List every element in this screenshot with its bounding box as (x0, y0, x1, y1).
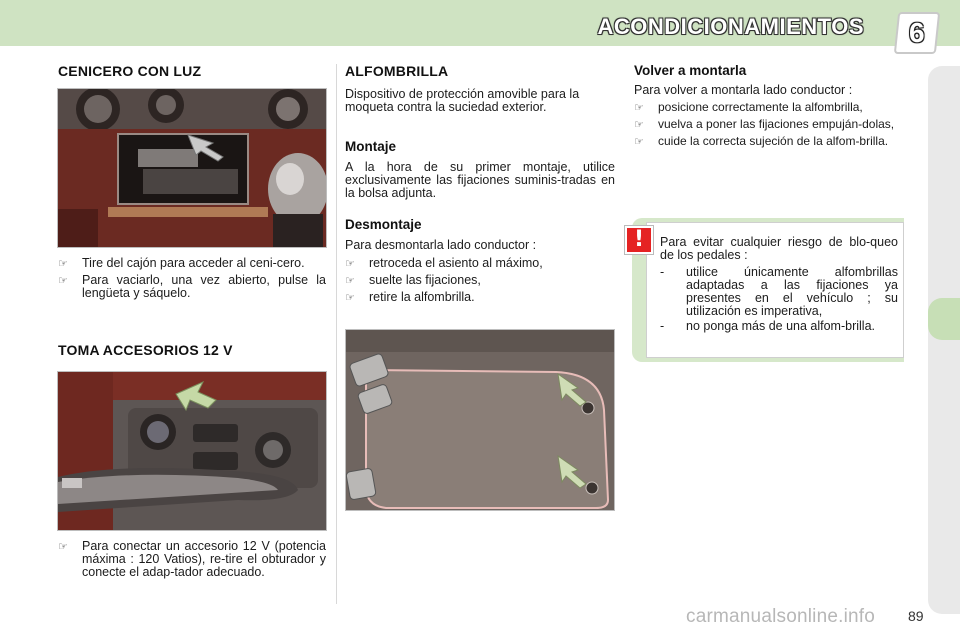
unmount-title: Desmontaje (345, 217, 422, 232)
list-item: ☞ retire la alfombrilla. (345, 290, 475, 304)
pointing-hand-icon: ☞ (345, 274, 355, 287)
pointing-hand-icon: ☞ (634, 135, 644, 148)
pointing-hand-icon: ☞ (634, 118, 644, 131)
unmount-intro: Para desmontarla lado conductor : (345, 238, 537, 252)
side-tab-marker (928, 298, 960, 340)
mount-text: A la hora de su primer montaje, utilice exclusivamente las fijaciones suminis-tradas en la bolsa adjunta. (345, 160, 615, 200)
list-item: ☞ vuelva a poner las fijaciones empuján-dolas, (634, 117, 895, 131)
remount-steps (634, 101, 910, 152)
pointing-hand-icon: ☞ (634, 101, 644, 114)
warning-text (660, 236, 898, 335)
warning-list (660, 266, 898, 333)
socket-title: TOMA ACCESORIOS 12 V (58, 342, 233, 358)
mat-title: ALFOMBRILLA (345, 63, 449, 79)
unmount-steps (345, 257, 615, 308)
side-tab (928, 66, 960, 614)
socket-instructions (58, 540, 326, 583)
pointing-hand-icon: ☞ (58, 274, 68, 287)
exclamation-icon: ! (625, 226, 653, 254)
warning-intro: Para evitar cualquier riesgo de blo-queo de los pedales : (660, 235, 898, 262)
list-item: ☞ suelte las fijaciones, (345, 273, 481, 287)
chapter-number: 6 (909, 17, 925, 48)
floor-mat-photo (345, 329, 615, 511)
watermark: carmanualsonline.info (686, 606, 876, 627)
ashtray-photo (57, 88, 327, 248)
remount-title: Volver a montarla (634, 63, 747, 78)
page-number: 89 (908, 608, 924, 624)
list-item: ☞ Para conectar un accesorio 12 V (potencia máxima : 120 Vatios), re-tire el obturador y conecte el adap-tador adecuado. (58, 539, 326, 579)
mount-title: Montaje (345, 139, 397, 154)
column-divider (336, 64, 337, 604)
list-item: ☞ Tire del cajón para acceder al ceni-cero. (58, 256, 305, 270)
socket-photo (57, 371, 327, 531)
mat-intro: Dispositivo de protección amovible para la moqueta contra la suciedad exterior. (345, 87, 580, 114)
list-item: ☞ retroceda el asiento al máximo, (345, 256, 543, 270)
page-title: ACONDICIONAMIENTOS (597, 14, 864, 39)
list-item: ☞ Para vaciarlo, una vez abierto, pulse la lengüeta y sáquelo. (58, 273, 326, 300)
ashtray-title: CENICERO CON LUZ (58, 63, 202, 79)
pointing-hand-icon: ☞ (345, 291, 355, 304)
list-item: - utilice únicamente alfombrillas adaptadas a las fijaciones ya presentes en el vehículo ; su utilización es imperativa, (660, 265, 898, 318)
remount-intro: Para volver a montarla lado conductor : (634, 83, 853, 97)
pointing-hand-icon: ☞ (345, 257, 355, 270)
list-item: ☞ posicione correctamente la alfombrilla, (634, 100, 863, 114)
list-item: - no ponga más de una alfom-brilla. (660, 319, 876, 333)
pointing-hand-icon: ☞ (58, 257, 68, 270)
ashtray-instructions (58, 257, 326, 304)
pointing-hand-icon: ☞ (58, 540, 68, 553)
list-item: ☞ cuide la correcta sujeción de la alfom-brilla. (634, 134, 889, 148)
chapter-badge (894, 12, 940, 54)
